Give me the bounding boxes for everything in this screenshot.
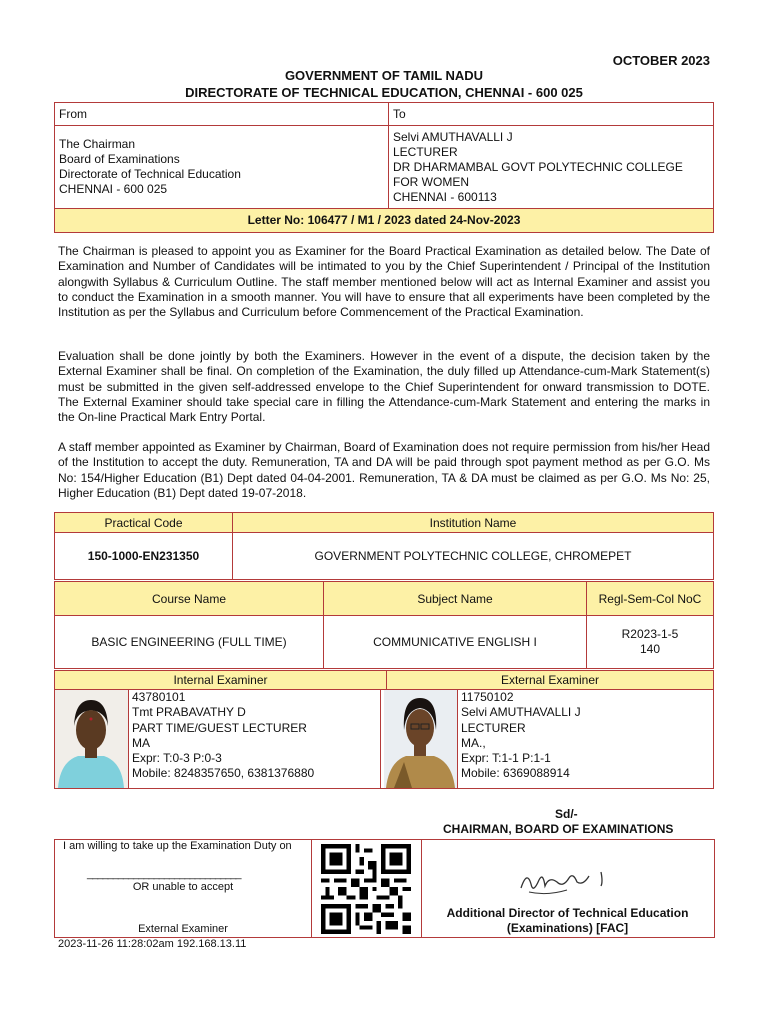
willing-text: I am willing to take up the Examination Duty on	[63, 840, 292, 852]
examiner-table	[54, 670, 714, 690]
external-label: External Examiner	[387, 671, 714, 690]
practical-code-label: Practical Code	[55, 513, 233, 533]
external-photo-image	[384, 690, 457, 788]
qr-box	[311, 840, 422, 937]
signature-box	[421, 840, 714, 937]
to-address	[389, 126, 714, 209]
paragraph-3: A staff member appointed as Examiner by Chairman, Board of Examination does not require permission from his/her Head of the Institution to accept the duty. Remuneration, TA and DA will be paid through spot payment method as per G.O. Ms No: 154/Higher Education (B1) Dept dated 04-04-2001. Remuneration, TA & DA must be claimed as per G.O. Ms No: 25, Higher Education (B1) Dept dated 19-07-2018.	[58, 440, 710, 500]
regl-label: Regl-Sem-Col NoC	[587, 582, 714, 616]
paragraph-1: The Chairman is pleased to appoint you as Examiner for the Board Practical Examination as detailed below. The Date of Examination and Number of Candidates will be intimated to you by the Chief Superintendent / Principal of the Institution alongwith Syllabus & Curriculum Outline. The staff member mentioned below will act as Internal Examiner and assist you to conduct the Examination in a smooth manner. You will have to ensure that all experiments have been completed by the Institution as per the Syllabus and Curriculum before Commencement of the Practical Examination.	[58, 244, 710, 320]
letter-number: Letter No: 106477 / M1 / 2023 dated 24-Nov-2023	[55, 209, 714, 233]
course-table	[54, 581, 714, 669]
to-line: DR DHARMAMBAL GOVT POLYTECHNIC COLLEGE	[393, 159, 683, 174]
to-line: FOR WOMEN	[393, 174, 469, 189]
internal-line: Tmt PRABAVATHY D	[132, 705, 246, 720]
external-line: LECTURER	[461, 720, 526, 735]
timestamp-footer: 2023-11-26 11:28:02am 192.168.13.11	[58, 938, 247, 950]
subject-label: Subject Name	[324, 582, 587, 616]
director-signature-icon	[517, 862, 612, 902]
regl-code: R2023-1-5	[621, 627, 679, 641]
institution-name: GOVERNMENT POLYTECHNIC COLLEGE, CHROMEPET	[233, 533, 714, 580]
internal-photo-image	[54, 690, 128, 788]
letter-date: OCTOBER 2023	[612, 53, 710, 68]
dept-title: DIRECTORATE OF TECHNICAL EDUCATION, CHENNAI - 600 025	[185, 85, 583, 100]
internal-photo	[54, 690, 128, 788]
external-line: Selvi AMUTHAVALLI J	[461, 705, 581, 720]
to-line: CHENNAI - 600113	[393, 189, 497, 204]
noc-count: 140	[639, 642, 661, 656]
external-line: Expr: T:1-1 P:1-1	[461, 751, 551, 766]
to-line: Selvi AMUTHAVALLI J	[393, 129, 513, 144]
director-title: Additional Director of Technical Education	[446, 906, 689, 920]
external-line: MA.,	[461, 735, 486, 750]
from-line: The Chairman	[59, 137, 136, 151]
institution-label: Institution Name	[233, 513, 714, 533]
course-label: Course Name	[55, 582, 324, 616]
internal-line: MA	[132, 735, 150, 750]
unable-text: OR unable to accept	[132, 881, 234, 893]
internal-line: Mobile: 8248357650, 6381376880	[132, 766, 315, 781]
acceptance-box	[55, 840, 312, 937]
signoff-box	[54, 839, 715, 938]
internal-line: Expr: T:0-3 P:0-3	[132, 751, 222, 766]
external-photo	[384, 690, 457, 788]
external-examiner	[457, 690, 717, 788]
examiner-details	[54, 690, 714, 789]
internal-label: Internal Examiner	[55, 671, 387, 690]
chairman-title: CHAIRMAN, BOARD OF EXAMINATIONS	[443, 822, 674, 836]
subject-name: COMMUNICATIVE ENGLISH I	[324, 616, 587, 669]
internal-line: PART TIME/GUEST LECTURER	[132, 720, 307, 735]
sd-mark: Sd/-	[555, 807, 578, 821]
internal-examiner	[128, 690, 384, 788]
external-line: Mobile: 6369088914	[461, 766, 570, 781]
date-blank: ______________________________	[87, 868, 241, 880]
regl-value	[587, 616, 714, 669]
paragraph-2: Evaluation shall be done jointly by both the Examiners. However in the event of a dispute, the decision taken by the External Examiner shall be final. On completion of the Examination, the duly filled up Attendance-cum-Mark Statement(s) must be submitted in the given self-addressed envelope to the Chief Superintendent for onward transmission to DOTE. The External Examiner should take special care in filling the Attendance-cum-Mark Statement and entering the marks in the On-line Practical Mark Entry Portal.	[58, 349, 710, 425]
to-line: LECTURER	[393, 144, 458, 159]
practical-code: 150-1000-EN231350	[55, 533, 233, 580]
director-subtitle: (Examinations) [FAC]	[506, 921, 629, 935]
internal-line: 43780101	[132, 690, 186, 704]
from-line: Directorate of Technical Education	[59, 167, 241, 181]
qr-code-icon	[321, 844, 411, 934]
from-line: CHENNAI - 600 025	[59, 182, 168, 196]
org-title: GOVERNMENT OF TAMIL NADU	[284, 68, 484, 83]
external-line: 11750102	[461, 690, 514, 704]
external-signature-label: External Examiner	[138, 923, 228, 935]
address-table	[54, 102, 714, 233]
from-line: Board of Examinations	[59, 152, 180, 166]
from-label: From	[55, 103, 389, 126]
course-name: BASIC ENGINEERING (FULL TIME)	[55, 616, 324, 669]
to-label: To	[389, 103, 714, 126]
from-address	[55, 126, 389, 209]
